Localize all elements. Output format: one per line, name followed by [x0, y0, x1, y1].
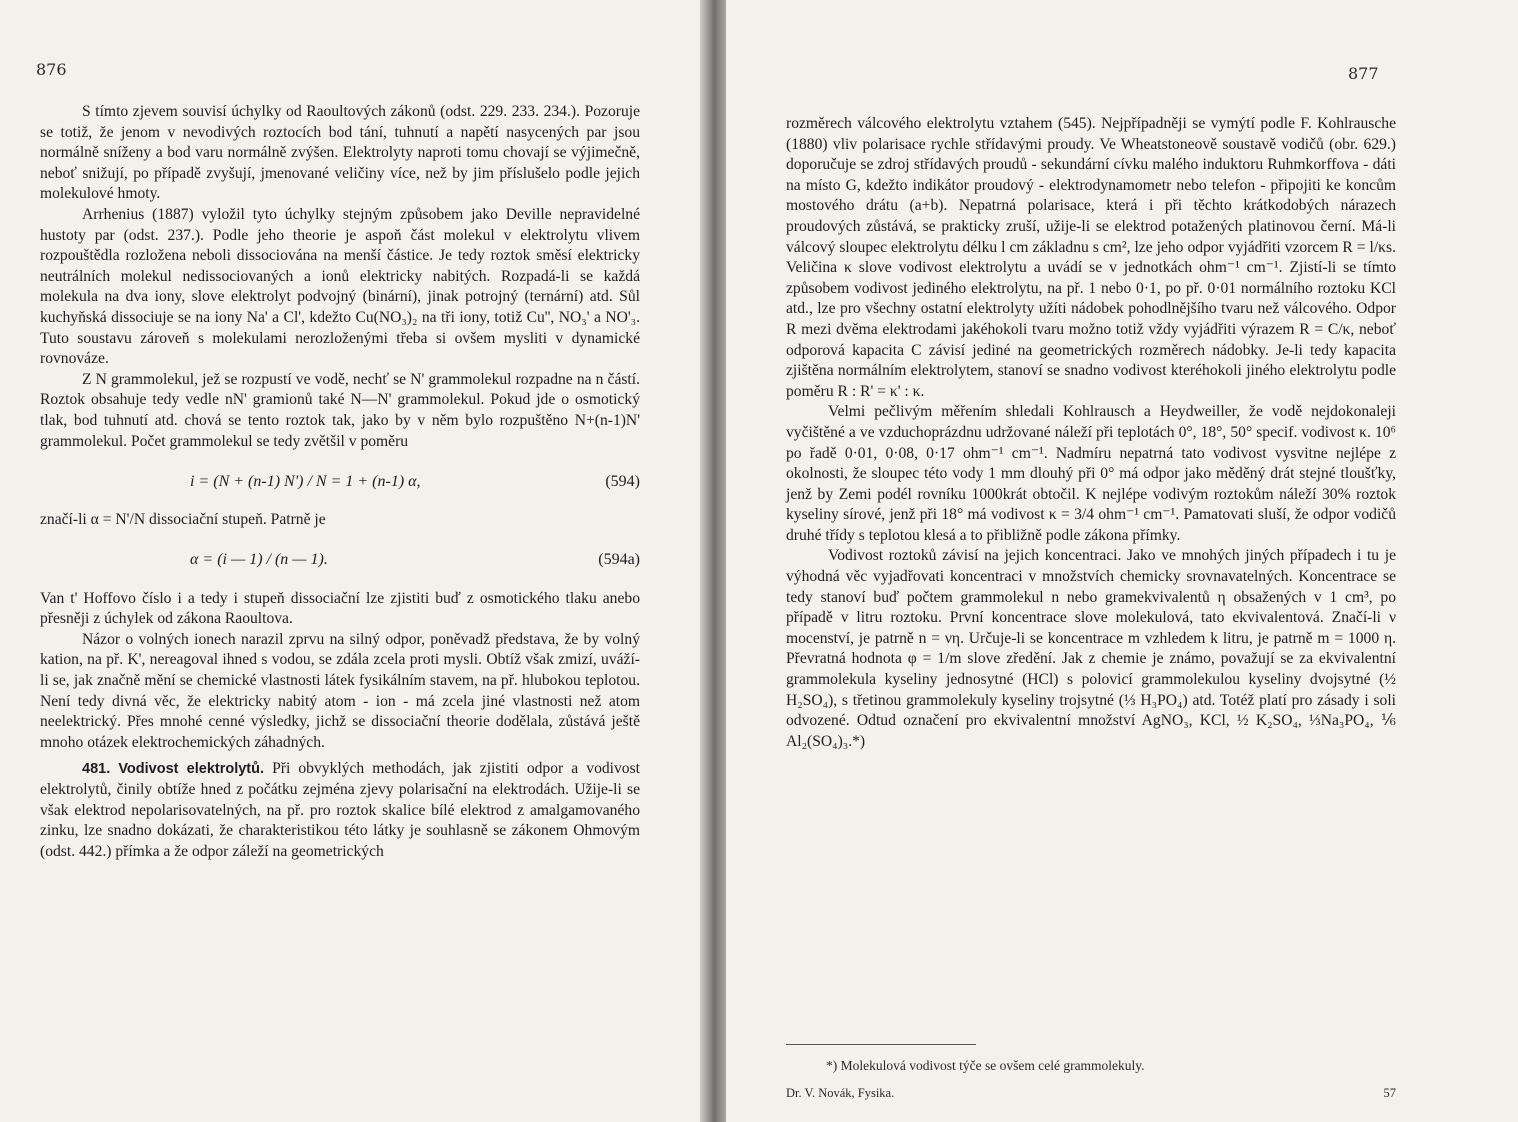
paragraph: Vodivost roztoků závisí na jejich koncentraci. Jako ve mnohých jiných případech i tu je výhodná věc vyjadřovati koncentraci v množstvích chemicky srovnavatelných. Koncentrace se tedy stanoví buď počtem grammolekul n nebo gramekvivalentů η obsažených v 1 cm³, po případě v litru roztoku. První koncentrace slove molekulová, tato ekvivalentová. Značí-li ν mocenství, je patrně n = νη. Určuje-li se koncentrace m vzhledem k litru, je patrně m = 1000 η. Převratná hodnota φ = 1/m slove zředění. Jak z chemie je známo, považují se za ekvivalentní grammolekula kyseliny jednosytné (HCl) s polovicí grammolekulou kyseliny dvojsytné (½ H₂SO₄), s třetinou grammolekuly kyseliny trojsytné (⅓ H₃PO₄) atd. Totéž platí pro zásady i soli odvozené. Odtud označení pro ekvivalentní množství AgNO₃, KCl, ½ K₂SO₄, ⅓Na₃PO₄, ⅙ Al₂(SO₄)₃.*) — [786, 547, 1396, 750]
page-number-left: 876 — [36, 60, 67, 79]
paragraph: Velmi pečlivým měřením shledali Kohlrausch a Heydweiller, že vodě nejdokonaleji vyčištěné a ve vzduchoprázdnu udržované náleží při teplotách 0°, 18°, 50° specif. vodivost κ. 10⁶ po řadě 0·01, 0·08, 0·17 ohm⁻¹ cm⁻¹. Nadmíru nepatrná tato vodivost vysvitne nejlépe z okolnosti, že sloupec této vody 1 mm dlouhý při 0° má odpor jako měděný drát stejné tloušťky, jenž by Zemi podél rovníku 1000krát obtočil. K nejlépe vodivým roztokům náleží 30% roztok kyseliny sírové, jenž při 18° má vodivost κ = 3/4 ohm⁻¹ cm⁻¹. Pamatovati sluší, že odpor vodičů druhé třídy s teplotou klesá a to přibližně podle zákona přímky. — [786, 403, 1396, 544]
right-page — [726, 0, 1518, 1122]
section-481 — [40, 759, 640, 862]
left-page-text — [40, 102, 640, 862]
section-number: 481. — [82, 761, 111, 778]
equation-number: (594a) — [598, 551, 640, 569]
paragraph: značí-li α = N'/N dissociační stupeň. Patrně je — [40, 511, 326, 529]
section-title: Vodivost elektrolytů. — [118, 761, 265, 778]
equation-expression: i = (N + (n-1) N') / N = 1 + (n-1) α, — [190, 472, 421, 490]
paragraph: S tímto zjevem souvisí úchylky od Raoultových zákonů (odst. 229. 233. 234.). Pozoruje se totiž, že jenom v nevodivých roztocích bod tání, tuhnutí a napětí nasycených par jsou normálně sníženy a bod varu normálně zvýšen. Elektrolyty naproti tomu chovají se výjimečně, neboť snižují, po případě zvyšují, jmenované veličiny více, než by jim příslušelo podle jejich molekulové hmoty. — [40, 103, 640, 203]
paragraph: Arrhenius (1887) vyložil tyto úchylky stejným způsobem jako Deville nepravidelné hustoty par (odst. 237.). Podle jeho theorie je aspoň část molekul v elektrolytu vlivem rozpouštědla rozložena neboli dissociována na menší částice. Je tedy roztok směsí elektricky neutrálních molekul nedissociovaných a ionů elektricky nabitých. Rozpadá-li se každá molekula na dva iony, slove elektrolyt podvojný (binární), jinak potrojný (ternární) atd. Sůl kuchyňská dissociuje se na iony Na' a Cl', kdežto Cu(NO₃)₂ na tři iony, totiž Cu'', NO₃' a NO'₃. Tuto soustavu zároveň s molekulami nerozloženými třeba si ovšem mysliti v dynamické rovnováze. — [40, 205, 640, 368]
equation-number: (594) — [605, 472, 640, 490]
signature-line — [786, 1086, 1396, 1101]
equation-594 — [40, 460, 640, 504]
page-number-right: 877 — [1348, 64, 1379, 83]
right-page-text — [786, 114, 1396, 752]
book-gutter — [700, 0, 726, 1122]
equation-expression: α = (i — 1) / (n — 1). — [190, 551, 328, 569]
paragraph: Názor o volných ionech narazil zprvu na silný odpor, poněvadž představa, že by volný kation, na př. K', nereagoval ihned s vodou, se zdála zcela proti mysli. Obtíž však zmizí, uváží-li se, jak značně mění se chemické vlastnosti látek fysikálním stavem, na př. hlubokou teplotou. Není tedy divná věc, že elektricky nabitý atom - ion - má zcela jiné vlastnosti než atom neelektrický. Přes mnohé cenné výsledky, jichž se dissociační theorie dodělala, zůstává ještě mnoho otázek elektrochemických záhadných. — [40, 630, 640, 751]
paragraph: Z N grammolekul, jež se rozpustí ve vodě, nechť se N' grammolekul rozpadne na n částí. Roztok obsahuje tedy vedle nN' gramionů také N—N' grammolekul. Pokud jde o osmotický tlak, bod tuhnutí atd. chová se tento roztok tak, jako by v něm bylo rozpuštěno N+(n-1)N' grammolekul. Počet grammolekul se tedy zvětšil v poměru — [40, 370, 640, 450]
section-text: Při obvyklých methodách, jak zjistiti odpor a vodivost elektrolytů, činily obtíže hned z počátku zejména zjevy polarisační na elektrodách. Užije-li se však elektrod nepolarisovatelných, na př. pro roztok skalice bílé elektrod z amalgamovaného zinku, lze snadno dokázati, že charakteristikou této látky je souhlasně se zákonem Ohmovým (odst. 442.) přímka a že odpor záleží na geometrických — [40, 760, 640, 860]
left-page — [0, 0, 700, 1122]
paragraph: Van t' Hoffovo číslo i a tedy i stupeň dissociační lze zjistiti buď z osmotického tlaku anebo přesněji z úchylek od zákona Raoultova. — [40, 589, 640, 628]
paragraph: rozměrech válcového elektrolytu vztahem (545). Nejpřípadněji se vymýtí podle F. Kohlrausche (1880) vliv polarisace rychle střídavými proudy. Ve Wheatstoneově soustavě vodičů (obr. 629.) doporučuje se zdroj střídavých proudů - sekundární cívku malého induktoru Ruhmkorffova - dáti na místo G, kdežto indikátor proudový - elektrodynamometr nebo telefon - připojiti ke koncům mostového drátu (a+b). Nepatrná polarisace, která i při těchto krátkodobých nárazech proudových zůstává, se prakticky zruší, užije-li se elektrod potažených platinovou černí. Má-li válcový sloupec elektrolytu délku l cm základnu s cm², lze jeho odpor vyjádřiti vzorcem R = l/κs. Veličina κ slove vodivost elektrolytu a uvádí se v jednotkách ohm⁻¹ cm⁻¹. Zjistí-li se tímto způsobem vodivost jediného elektrolytu, na př. 1 nebo 0·1, po př. 0·01 normálního roztoku KCl atd., lze pro všechny ostatní elektrolyty užíti nádobek pohodlnějšího tvaru než válcového. Odpor R mezi dvěma elektrodami jakéhokoli tvaru možno totiž vždy vyjádřiti výrazem R = C/κ, neboť odporová kapacita C závisí jediné na geometrických rozměrech nádobky. Je-li tedy kapacita zjištěna normálním elektrolytem, stanoví se snadno vodivost kteréhokoli jiného elektrolytu podle poměru R : R' = κ' : κ. — [786, 115, 1396, 400]
signature-author: Dr. V. Novák, Fysika. — [786, 1086, 895, 1100]
footnote: *) Molekulová vodivost týče se ovšem celé grammolekuly. — [826, 1058, 1145, 1073]
signature-mark: 57 — [1383, 1086, 1396, 1100]
footnote-rule — [786, 1044, 976, 1045]
equation-594a — [40, 539, 640, 583]
